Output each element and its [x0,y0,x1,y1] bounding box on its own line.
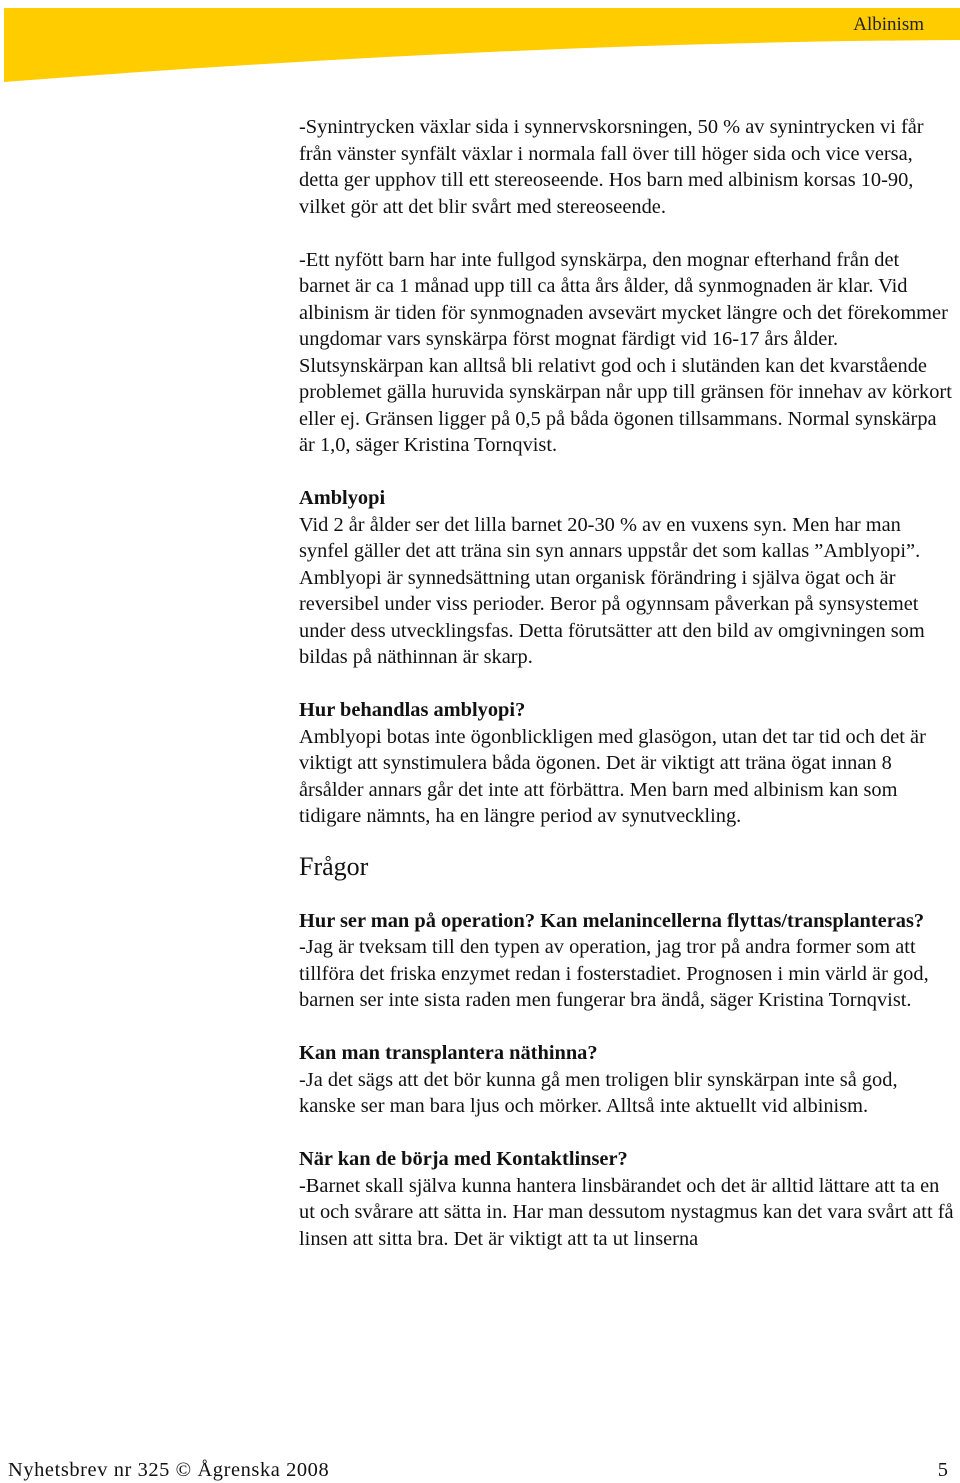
heading-behandlas: Hur behandlas amblyopi? [299,699,526,721]
page-number: 5 [937,1459,948,1481]
header-band-shape [4,8,960,82]
answer-operation: -Jag är tveksam till den typen av operation, jag tror på andra former som att tillföra det friska enzymet redan i fosterstadiet. Prognosen i min värld är god, barnen ser inte sista raden men fungerar bra ändå, säger Kristina Tornqvist. [299,936,929,1011]
heading-question-operation: Hur ser man på operation? Kan melanincellerna flyttas/transplanteras? [299,909,925,932]
article-body [299,114,954,1252]
header-title: Albinism [853,14,924,35]
section-title-fragor: Frågor [299,851,369,881]
heading-question-kontaktlinser: När kan de börja med Kontaktlinser? [299,1148,628,1170]
header-band [0,0,960,90]
heading-amblyopi: Amblyopi [299,487,386,509]
paragraph-stereoseende: -Synintrycken växlar sida i synnervskorsningen, 50 % av synintrycken vi får från vänster synfält växlar i normala fall över till höger sida och vice versa, detta ger upphov till ett stereoseende. Hos barn med albinism korsas 10-90, vilket gör att det blir svårt med stereoseende. [299,116,924,218]
heading-question-nathinna: Kan man transplantera näthinna? [299,1042,598,1064]
paragraph-behandlas: Amblyopi botas inte ögonblickligen med glasögon, utan det tar tid och det är viktigt att synstimulera båda ögonen. Det är viktigt att träna ögat innan 8 årsålder annars går det inte att förbättra. Men barn med albinism kan som tidigare nämnts, ha en längre period av synutveckling. [299,725,926,827]
footer-publication: Nyhetsbrev nr 325 © Ågrenska 2008 [8,1459,330,1481]
answer-nathinna: -Ja det sägs att det bör kunna gå men troligen blir synskärpan inte så god, kanske ser man bara ljus och mörker. Alltså inte aktuellt vid albinism. [299,1068,898,1117]
answer-kontaktlinser: -Barnet skall själva kunna hantera linsbärandet och det är alltid lättare att ta en ut och svårare att sätta in. Har man dessutom nystagmus kan det vara svårt att få linsen att sitta bra. Det är viktigt att ta ut linserna [299,1174,954,1250]
paragraph-synskarpa: -Ett nyfött barn har inte fullgod synskärpa, den mognar efterhand från det barnet är ca 1 månad upp till ca åtta års ålder, då synmognaden är klar. Vid albinism är tiden för synmognaden avsevärt mycket längre och det förekommer ungdomar vars synskärpa först mognat färdigt vid 16-17 års ålder. Slutsynskärpan kan alltså bli relativt god och i slutänden kan det kvarstående problemet gälla huruvida synskärpan når upp till gränsen för innehav av körkort eller ej. Gränsen ligger på 0,5 på båda ögonen tillsammans. Normal synskärpa är 1,0, säger Kristina Tornqvist. [299,248,952,456]
paragraph-amblyopi: Vid 2 år ålder ser det lilla barnet 20-30 % av en vuxens syn. Men har man synfel gäller det att träna sin syn annars uppstår det som kallas ”Amblyopi”. Amblyopi är synnedsättning utan organisk förändring i själva ögat och är reversibel under viss perioder. Beror på ogynnsam påverkan på synsystemet under dess utvecklingsfas. Detta förutsätter att den bild av omgivningen som bildas på näthinnan är skarp. [299,513,925,668]
